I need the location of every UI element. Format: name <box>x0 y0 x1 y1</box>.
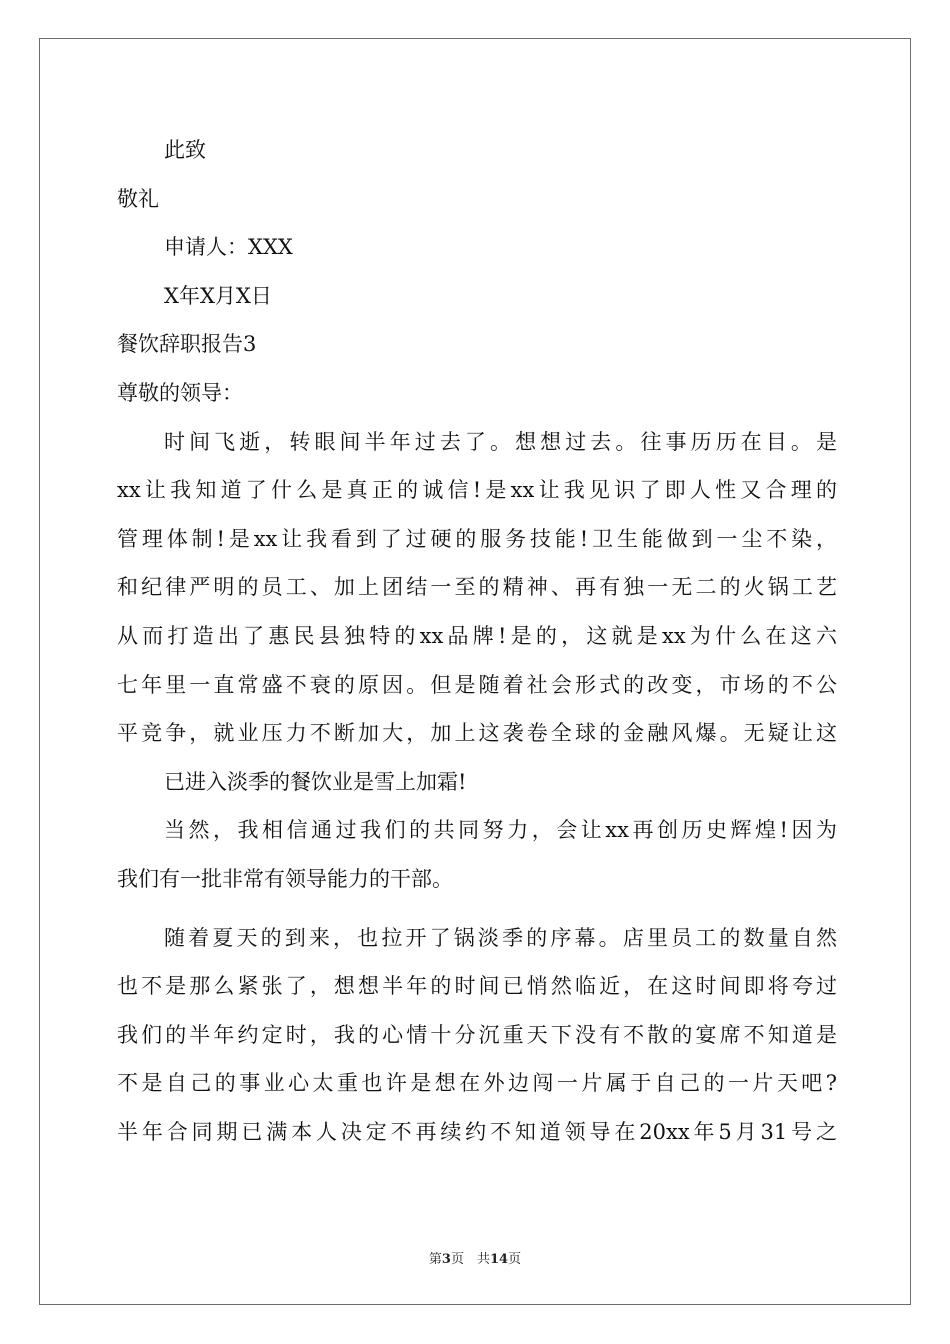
date-line: X年X月X日 <box>164 283 272 308</box>
paragraph-line: 平竞争，就业压力不断加大，加上这袭卷全球的金融风爆。无疑让这 <box>117 721 837 746</box>
footer-page-number: 3 <box>441 1252 451 1267</box>
paragraph-line: 已进入淡季的餐饮业是雪上加霜! <box>164 769 467 794</box>
paragraph-line: xx让我知道了什么是真正的诚信!是xx让我见识了即人性又合理的 <box>117 478 837 503</box>
footer-middle: 页 共 <box>450 1252 490 1267</box>
salutation: 尊敬的领导： <box>117 380 243 405</box>
document-body <box>117 126 837 1156</box>
paragraph-line: 当然，我相信通过我们的共同努力，会让xx再创历史辉煌!因为 <box>164 818 837 843</box>
footer-total-pages: 14 <box>489 1252 509 1267</box>
closing-line-2: 敬礼 <box>117 186 159 211</box>
applicant-line: 申请人：XXX <box>164 235 293 260</box>
paragraph-line: 管理体制!是xx让我看到了过硬的服务技能!卫生能做到一尘不染， <box>117 526 837 551</box>
page-footer <box>0 1248 950 1267</box>
closing-line-1: 此致 <box>164 138 206 162</box>
report-title: 餐饮辞职报告3 <box>117 332 257 357</box>
footer-suffix: 页 <box>508 1252 522 1267</box>
footer-prefix: 第 <box>428 1252 442 1267</box>
paragraph-line: 和纪律严明的员工、加上团结一至的精神、再有独一无二的火锅工艺 <box>117 575 837 600</box>
paragraph-line: 我们有一批非常有领导能力的干部。 <box>117 866 453 891</box>
paragraph-line: 七年里一直常盛不衰的原因。但是随着社会形式的改变，市场的不公 <box>117 672 837 697</box>
paragraph-gap <box>117 904 837 914</box>
paragraph-line: 我们的半年约定时，我的心情十分沉重天下没有不散的宴席不知道是 <box>117 1022 837 1047</box>
paragraph-line: 时间飞逝，转眼间半年过去了。想想过去。往事历历在目。是 <box>164 429 837 454</box>
paragraph-line: 不是自己的事业心太重也许是想在外边闯一片属于自己的一片天吧? <box>117 1071 837 1096</box>
paragraph-line: 随着夏天的到来，也拉开了锅淡季的序幕。店里员工的数量自然 <box>164 925 837 950</box>
paragraph-line: 从而打造出了惠民县独特的xx品牌!是的，这就是xx为什么在这六 <box>117 623 837 648</box>
paragraph-line: 半年合同期已满本人决定不再续约不知道领导在20xx年5月31号之 <box>117 1119 837 1144</box>
paragraph-line: 也不是那么紧张了，想想半年的时间已悄然临近，在这时间即将夸过 <box>117 974 837 999</box>
